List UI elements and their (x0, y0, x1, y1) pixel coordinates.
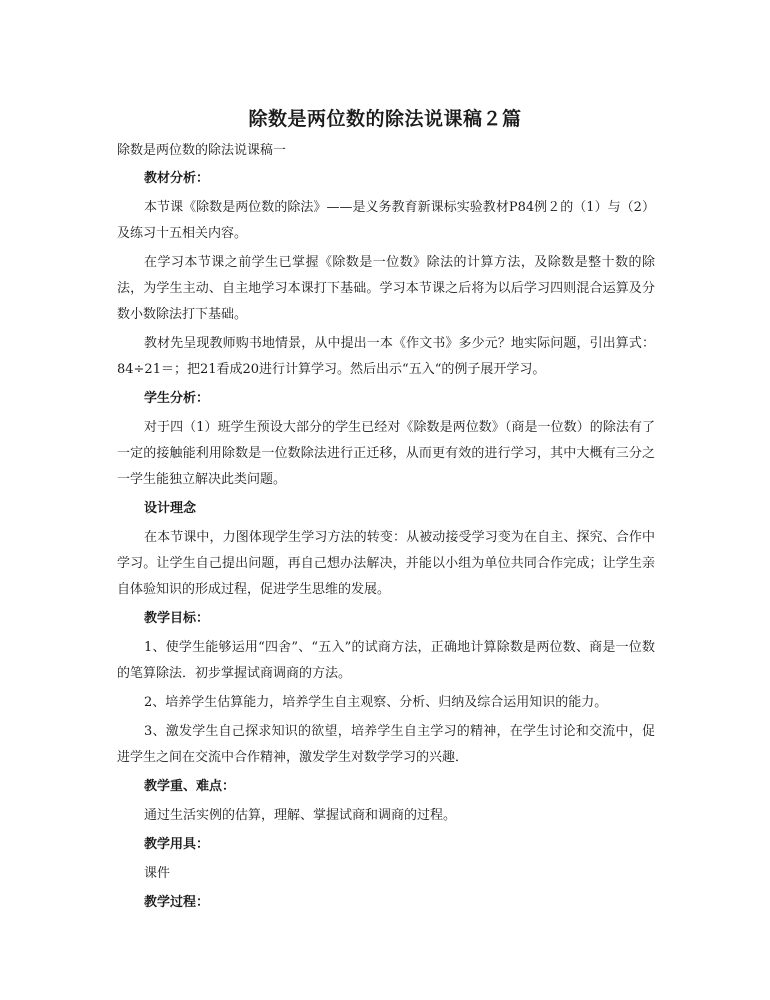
paragraph-teaching-tools: 课件 (144, 866, 171, 881)
document-title: 除数是两位数的除法说课稿２篇 (248, 108, 522, 130)
heading-key-points: 教学重、难点： (144, 779, 236, 794)
document-body (117, 138, 655, 919)
paragraph-goal-2: 2、培养学生估算能力，培养学生自主观察、分析、归纳及综合运用知识的能力。 (144, 695, 608, 710)
paragraph-student-analysis: 对于四（1）班学生预设大部分的学生已经对《除数是两位数》（商是一位数）的除法有了一定的接触能利用除数是一位数除法进行正迁移，从而更有效的进行学习，其中大概有三分之一学生能独立解决此类问题。 (117, 420, 655, 487)
heading-design-concept: 设计理念 (144, 501, 197, 516)
paragraph-material-3: 教材先呈现教师购书地情景，从中提出一本《作文书》多少元？地实际问题，引出算式：84÷21＝；把21看成20进行计算学习。然后出示“五入“的例子展开学习。 (117, 336, 655, 377)
heading-material-analysis: 教材分析： (144, 171, 210, 186)
paragraph-key-points: 通过生活实例的估算，理解、掌握试商和调商的过程。 (144, 808, 457, 823)
heading-student-analysis: 学生分析： (144, 391, 210, 406)
section-subtitle: 除数是两位数的除法说课稿一 (117, 143, 287, 158)
heading-teaching-goals: 教学目标： (144, 611, 210, 626)
paragraph-material-1: 本节课《除数是两位数的除法》——是义务教育新课标实验教材P84例２的（1）与（2）及练习十五相关内容。 (117, 200, 655, 241)
paragraph-goal-1: 1、使学生能够运用“四舍”、“五入”的试商方法，正确地计算除数是两位数、商是一位数的笔算除法．初步掌握试商调商的方法。 (117, 640, 655, 681)
paragraph-material-2: 在学习本节课之前学生已掌握《除数是一位数》除法的计算方法，及除数是整十数的除法，为学生主动、自主地学习本课打下基础。学习本节课之后将为以后学习四则混合运算及分数小数除法打下基础。 (117, 255, 655, 322)
paragraph-goal-3: 3、激发学生自己探求知识的欲望，培养学生自主学习的精神，在学生讨论和交流中，促进学生之间在交流中合作精神，激发学生对数学学习的兴趣． (117, 724, 655, 765)
heading-teaching-process: 教学过程： (144, 895, 210, 910)
heading-teaching-tools: 教学用具： (144, 837, 210, 852)
paragraph-design-concept: 在本节课中，力图体现学生学习方法的转变：从被动接受学习变为在自主、探究、合作中学习。让学生自己提出问题，再自己想办法解决，并能以小组为单位共同合作完成；让学生亲自体验知识的形成过程，促进学生思维的发展。 (117, 530, 655, 597)
